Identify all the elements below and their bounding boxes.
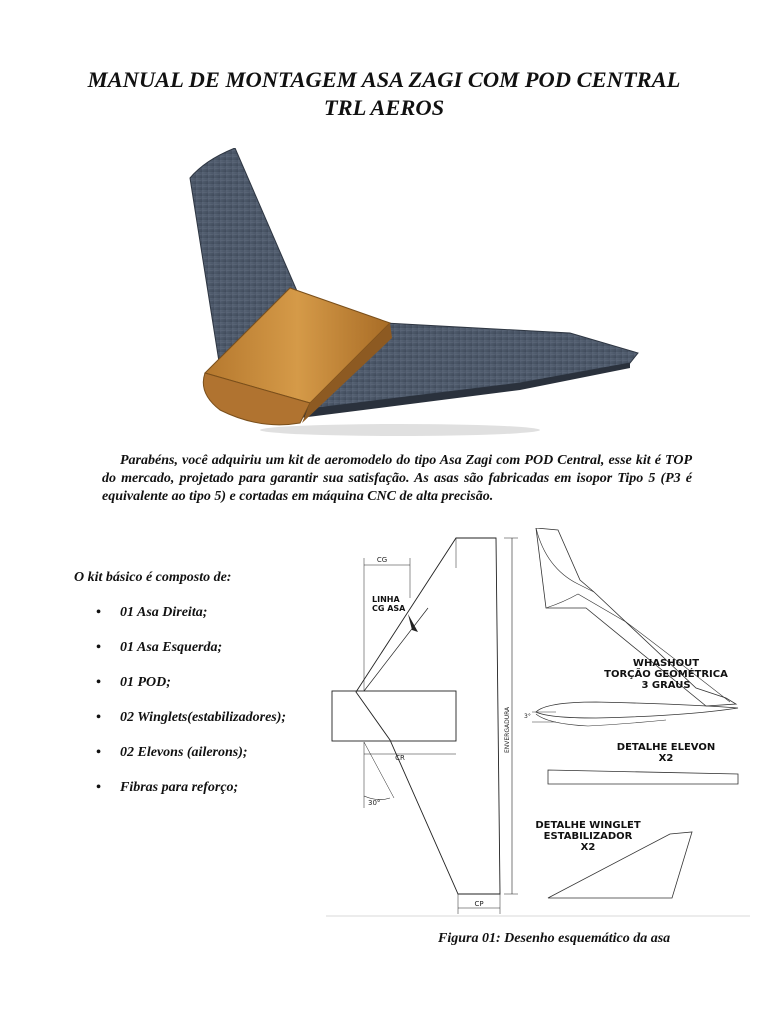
washout-label-2: TORÇÃO GEOMÉTRICA xyxy=(604,669,728,680)
elevon-label-1: DETALHE ELEVON xyxy=(616,742,716,753)
washout-label-1: WHASHOUT xyxy=(632,658,700,669)
pod-outline xyxy=(332,691,456,741)
bullet: • xyxy=(96,675,101,690)
cg-dimension-label: CG xyxy=(376,556,388,564)
wing-schematic-drawing xyxy=(326,528,750,920)
list-item xyxy=(96,744,286,779)
kit-item-label: 02 Elevons (ailerons); xyxy=(120,745,248,760)
kit-item-label: 01 Asa Esquerda; xyxy=(120,640,223,655)
kit-item-label: Fibras para reforço; xyxy=(120,780,239,795)
winglet-label-1: DETALHE WINGLET xyxy=(535,820,641,831)
document-title xyxy=(0,66,768,122)
elevon-label-2: X2 xyxy=(658,753,674,764)
bullet: • xyxy=(96,745,101,760)
intro-paragraph: Parabéns, você adquiriu um kit de aeromodelo do tipo Asa Zagi com POD Central, esse kit é TOP do mercado, projetado para garantir sua satisfação. As asas são fabricadas em isopor Tipo 5 (P3 é equivalente ao tipo 5) e cortadas em máquina CNC de alta precisão. xyxy=(102,453,692,504)
list-item xyxy=(96,674,286,709)
cr-dimension-label: CR xyxy=(395,754,405,762)
list-item xyxy=(96,709,286,744)
wing-render-illustration xyxy=(160,148,640,438)
list-item xyxy=(96,779,286,814)
bullet: • xyxy=(96,640,101,655)
kit-item-label: 02 Winglets(estabilizadores); xyxy=(120,710,287,725)
airfoil-washout-sketch xyxy=(532,702,738,726)
title-line-2: TRL AEROS xyxy=(323,95,445,120)
cp-dimension-label: CP xyxy=(474,900,484,908)
elevon-shape xyxy=(548,770,738,784)
kit-item-label: 01 Asa Direita; xyxy=(120,605,208,620)
list-item xyxy=(96,604,286,639)
figure-caption: Figura 01: Desenho esquemático da asa xyxy=(438,931,671,946)
title-line-1: MANUAL DE MONTAGEM ASA ZAGI COM POD CENTRAL xyxy=(87,67,681,92)
winglet-label-2: ESTABILIZADOR xyxy=(543,831,633,842)
kit-heading: O kit básico é composto de: xyxy=(74,570,232,585)
linha-label-2: CG ASA xyxy=(372,604,406,613)
list-item xyxy=(96,639,286,674)
washout-angle-label: 3° xyxy=(524,713,531,720)
bullet: • xyxy=(96,605,101,620)
wing-planform-outline xyxy=(356,538,500,894)
bullet: • xyxy=(96,710,101,725)
winglet-label-3: X2 xyxy=(580,842,596,853)
linha-label-1: LINHA xyxy=(372,595,400,604)
bullet: • xyxy=(96,780,101,795)
sweep-angle-label: 30° xyxy=(368,799,381,807)
kit-list xyxy=(96,604,286,814)
envergadura-label: ENVERGADURA xyxy=(504,706,511,753)
washout-label-3: 3 GRAUS xyxy=(641,680,691,691)
kit-item-label: 01 POD; xyxy=(120,675,171,690)
